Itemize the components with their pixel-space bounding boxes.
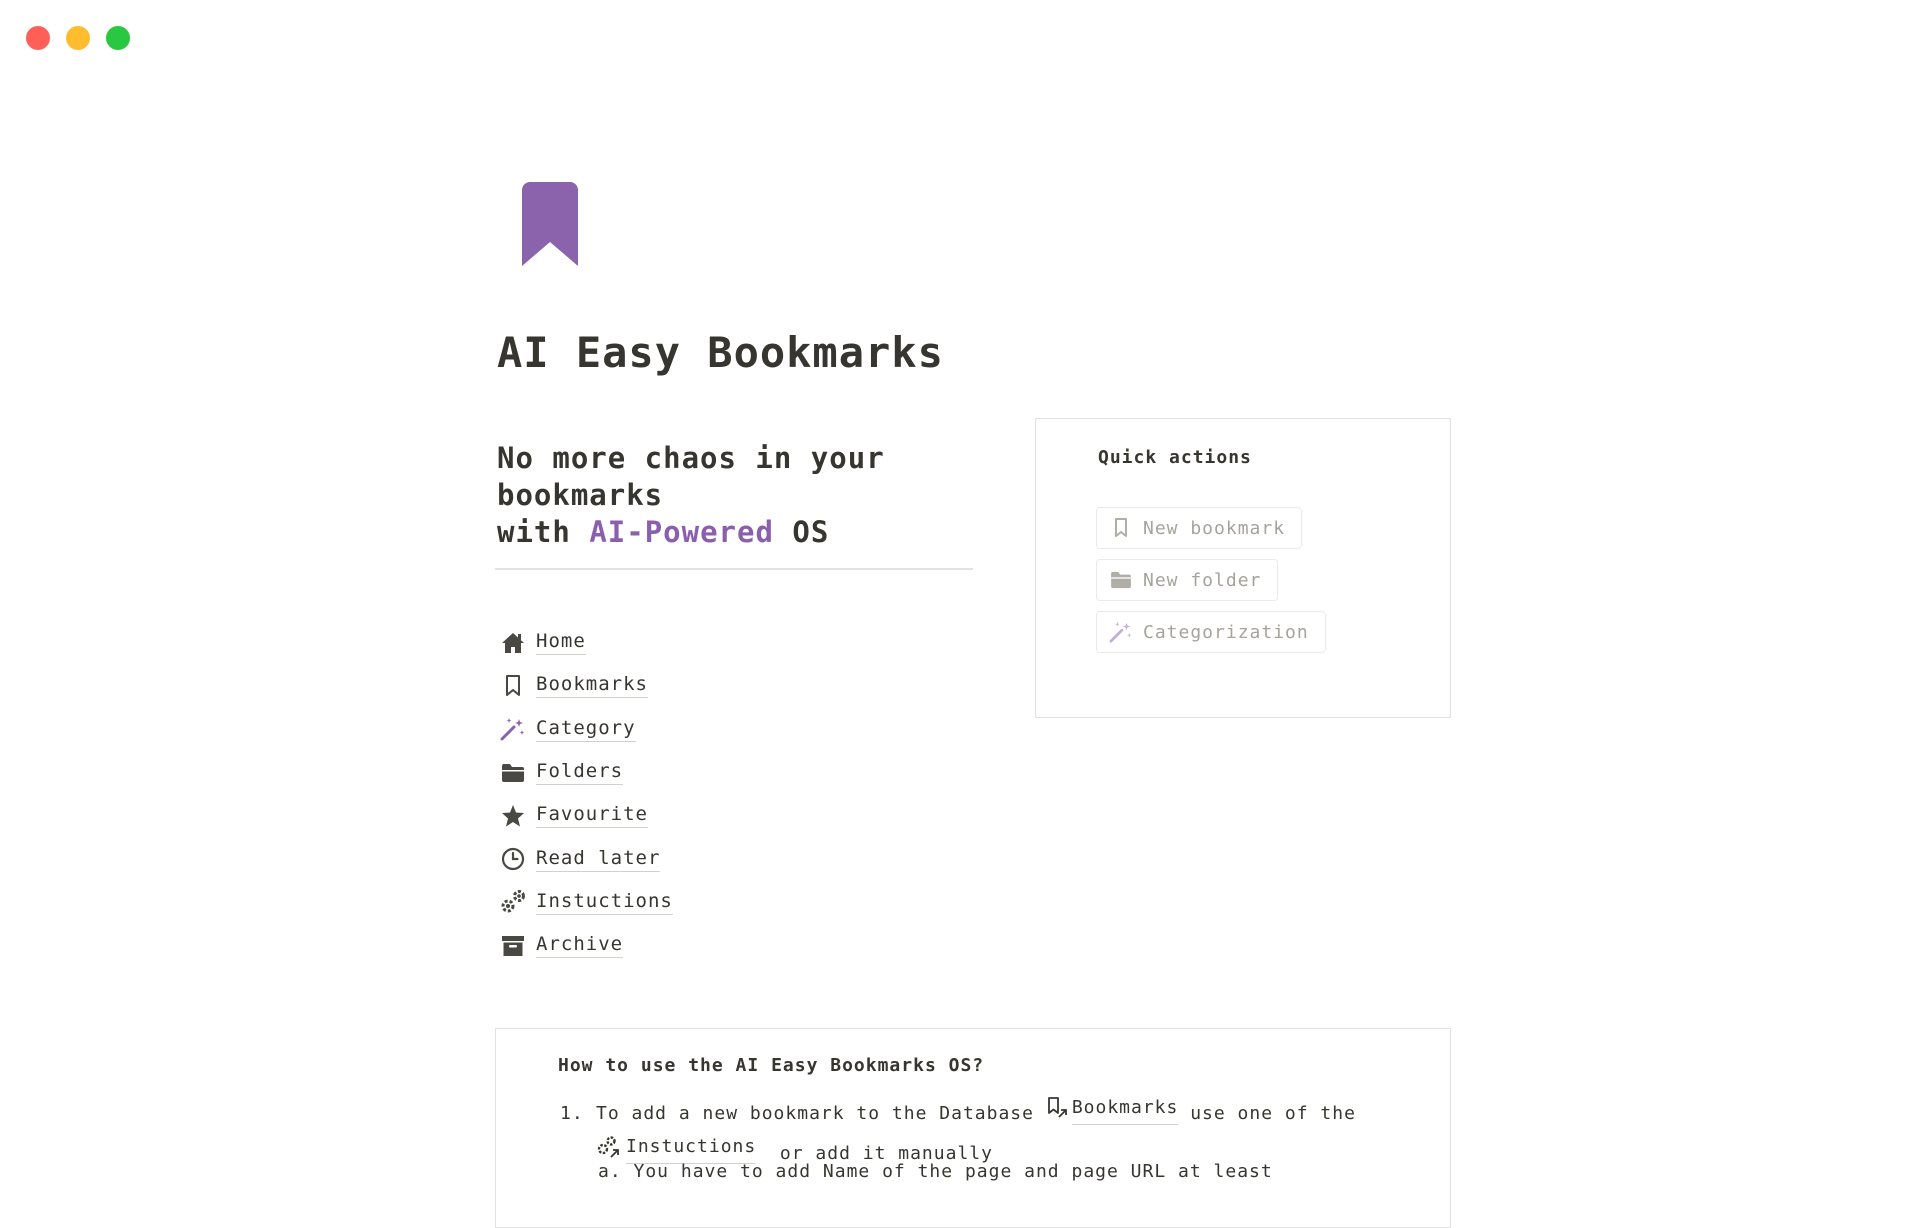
tagline-accent: AI-Powered — [589, 515, 774, 549]
nav-item-read-later[interactable] — [500, 837, 673, 880]
bookmarks-mention-label: Bookmarks — [1072, 1091, 1179, 1125]
nav-item-label: Home — [536, 630, 586, 655]
new-folder-button[interactable] — [1096, 559, 1278, 601]
gears-icon — [500, 889, 526, 915]
bookmark-outline-icon — [500, 673, 526, 699]
tagline-line2-suffix: OS — [773, 515, 830, 549]
quick-actions-panel — [1035, 418, 1451, 718]
new-folder-label: New folder — [1143, 569, 1262, 591]
folder-icon — [500, 760, 526, 786]
window-controls — [26, 26, 130, 50]
page-title: AI Easy Bookmarks — [497, 328, 944, 377]
tagline — [497, 440, 977, 551]
quick-actions-title: Quick actions — [1098, 447, 1252, 468]
gears-link-icon — [596, 1135, 622, 1159]
folder-icon — [1109, 568, 1133, 592]
categorization-button[interactable] — [1096, 611, 1326, 653]
step-text-before: To add a new bookmark to the Database — [596, 1103, 1046, 1124]
archive-box-icon — [500, 933, 526, 959]
nav-item-archive[interactable] — [500, 924, 673, 967]
quick-actions-buttons — [1096, 507, 1326, 653]
magic-wand-icon — [500, 716, 526, 742]
step-number: 1. — [560, 1103, 584, 1124]
instructions-mention-label: Instuctions — [626, 1130, 756, 1164]
nav-item-label: Instuctions — [536, 890, 673, 915]
step-text-middle: use one of the — [1178, 1103, 1356, 1124]
nav-item-home[interactable] — [500, 621, 673, 664]
tagline-divider — [495, 568, 973, 570]
nav-item-label: Category — [536, 717, 636, 742]
close-window-button[interactable] — [26, 26, 50, 50]
new-bookmark-label: New bookmark — [1143, 517, 1286, 539]
clock-icon — [500, 846, 526, 872]
maximize-window-button[interactable] — [106, 26, 130, 50]
tagline-line2-prefix: with — [497, 515, 590, 549]
nav-item-label: Bookmarks — [536, 673, 648, 698]
nav-item-category[interactable] — [500, 708, 673, 751]
instructions-page-mention[interactable] — [596, 1130, 756, 1164]
nav-item-instructions[interactable] — [500, 881, 673, 924]
bookmarks-page-mention[interactable] — [1046, 1091, 1179, 1125]
star-icon — [500, 803, 526, 829]
magic-wand-icon — [1109, 620, 1133, 644]
how-to-step-a: a. You have to add Name of the page and page URL at least — [598, 1161, 1273, 1182]
nav-item-label: Archive — [536, 933, 623, 958]
nav-item-favourite[interactable] — [500, 794, 673, 837]
how-to-step-1 — [560, 1091, 1420, 1170]
how-to-title: How to use the AI Easy Bookmarks OS? — [558, 1055, 985, 1076]
new-bookmark-button[interactable] — [1096, 507, 1302, 549]
step-text-after: or add it manually — [756, 1143, 993, 1164]
nav-item-label: Favourite — [536, 803, 648, 828]
tagline-line1: No more chaos in your bookmarks — [497, 441, 885, 512]
categorization-label: Categorization — [1143, 621, 1309, 643]
nav-item-label: Folders — [536, 760, 623, 785]
bookmark-link-icon — [1046, 1097, 1068, 1119]
nav-item-bookmarks[interactable] — [500, 664, 673, 707]
minimize-window-button[interactable] — [66, 26, 90, 50]
nav-item-label: Read later — [536, 847, 660, 872]
navigation-list — [500, 621, 673, 967]
bookmark-outline-icon — [1109, 516, 1133, 540]
house-icon — [500, 630, 526, 656]
page-bookmark-icon[interactable] — [522, 182, 578, 266]
nav-item-folders[interactable] — [500, 751, 673, 794]
how-to-panel — [495, 1028, 1451, 1228]
